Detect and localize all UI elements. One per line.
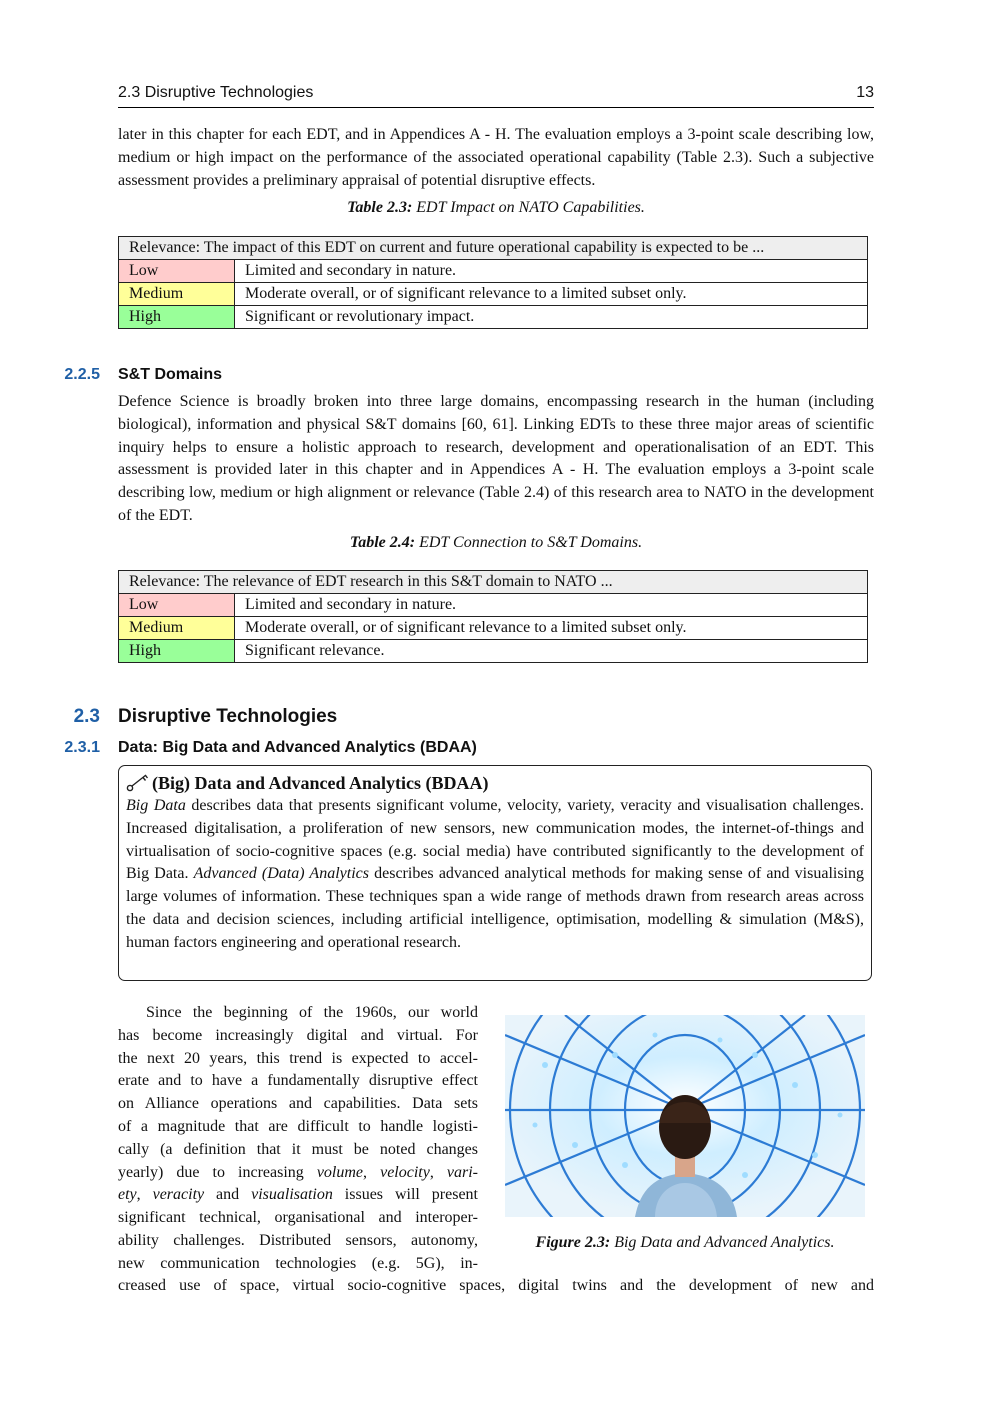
term-veracity: veracity bbox=[152, 1186, 205, 1204]
level-cell-low: Low bbox=[119, 594, 235, 617]
description-cell: Significant or revolutionary impact. bbox=[235, 306, 868, 329]
table-row bbox=[119, 260, 868, 283]
st-domains-paragraph: Defence Science is broadly broken into three large domains, encompassing research in the human (including biological), information and physical S&T domains [60, 61]. Linking EDTs to these three major areas of scientific inquiry helps to ensure a holistic approach to research, development and operationalisation of an EDT. This assessment is provided later in this chapter and in Appendices A - H. The evaluation employs a 3-point scale describing low, medium or high alignment or relevance (Table 2.4) of this research area to NATO in the development of the EDT. bbox=[118, 393, 874, 524]
body-line: on Alliance operations and capabilities. Data sets bbox=[118, 1095, 478, 1113]
body-fragment: , bbox=[136, 1186, 153, 1204]
section-title-st-domains: S&T Domains bbox=[118, 366, 223, 383]
section-number-2-3-1: 2.3.1 bbox=[64, 739, 100, 756]
definition-text-2: describes advanced analytical methods for making sense of and visualising large volumes of information. These techniques span a wide range of methods drawn from research areas across the data and decision sciences, including artificial intelligence, optimisation, modelling & simulation (M&S), human factors engineering and operational research. bbox=[126, 865, 865, 951]
body-fragment: issues will present bbox=[332, 1186, 478, 1204]
table-2-3-caption-text: EDT Impact on NATO Capabilities. bbox=[416, 199, 645, 216]
body-line: cally (a definition that it must be noted changes bbox=[118, 1140, 478, 1158]
description-cell: Limited and secondary in nature. bbox=[235, 260, 868, 283]
section-number-2-2-5: 2.2.5 bbox=[64, 366, 100, 383]
body-fragment: yearly) due to increasing bbox=[118, 1163, 304, 1181]
table-2-3 bbox=[118, 236, 868, 329]
body-line: new communication technologies (e.g. 5G), in- bbox=[118, 1254, 478, 1272]
body-line bbox=[118, 1162, 478, 1185]
section-title-disruptive-technologies: Disruptive Technologies bbox=[118, 706, 338, 727]
table-2-4-caption-label: Table 2.4: bbox=[349, 534, 416, 551]
definition-box bbox=[118, 765, 872, 981]
description-cell: Significant relevance. bbox=[235, 640, 868, 663]
definition-body bbox=[126, 795, 864, 955]
term-visualisation: visualisation bbox=[251, 1186, 333, 1204]
figure-2-3-caption-text: Big Data and Advanced Analytics. bbox=[614, 1234, 835, 1251]
intro-paragraph: later in this chapter for each EDT, and in Appendices A - H. The evaluation employs a 3-point scale describing low, medium or high impact on the performance of the associated operational capability (Table 2.3). Such a subjective assessment provides a preliminary appraisal of potential disruptive effects. bbox=[118, 126, 874, 189]
body-fragment: , bbox=[363, 1163, 381, 1181]
body-fragment: , bbox=[429, 1163, 447, 1181]
table-2-3-caption-label: Table 2.3: bbox=[347, 199, 413, 216]
term-big-data: Big Data bbox=[126, 797, 186, 814]
table-header-cell: Relevance: The relevance of EDT research in this S&T domain to NATO ... bbox=[119, 571, 868, 594]
description-cell: Limited and secondary in nature. bbox=[235, 594, 868, 617]
figure-2-3-caption-label: Figure 2.3: bbox=[535, 1234, 611, 1251]
level-cell-low: Low bbox=[119, 260, 235, 283]
section-title-bdaa: Data: Big Data and Advanced Analytics (BDAA) bbox=[118, 739, 477, 756]
term-variety-part: ety bbox=[118, 1186, 137, 1204]
level-cell-medium: Medium bbox=[119, 617, 235, 640]
term-velocity: velocity bbox=[380, 1163, 430, 1181]
definition-text-1: describes data that presents significant volume, velocity, variety, veracity and visualisation challenges. Increased digitalisation, a proliferation of new sensors, new communication modes, the internet-of-things and virtualisation of socio-cognitive spaces (e.g. social media) have contributed significantly to the development of Big Data. bbox=[126, 797, 865, 883]
definition-title-text: (Big) Data and Advanced Analytics (BDAA) bbox=[152, 773, 489, 793]
running-header-section: 2.3 Disruptive Technologies bbox=[118, 84, 314, 101]
body-line bbox=[118, 1184, 478, 1207]
body-line: has become increasingly digital and virtual. For bbox=[118, 1026, 478, 1044]
table-header-row bbox=[119, 571, 868, 594]
level-cell-high: High bbox=[119, 640, 235, 663]
table-header-cell: Relevance: The impact of this EDT on current and future operational capability is expected to be ... bbox=[119, 237, 868, 260]
body-line: of a magnitude that are difficult to handle logisti- bbox=[118, 1117, 478, 1135]
table-row bbox=[119, 640, 868, 663]
body-text-wrap bbox=[118, 1002, 478, 1276]
term-variety-part: vari- bbox=[446, 1163, 479, 1181]
table-2-3-caption bbox=[118, 199, 874, 217]
body-line: erate and to have a fundamentally disruptive effect bbox=[118, 1072, 478, 1090]
key-icon bbox=[126, 772, 150, 797]
table-row bbox=[119, 617, 868, 640]
body-line-full: creased use of space, virtual socio-cognitive spaces, digital twins and the development of new and bbox=[118, 1277, 874, 1294]
term-volume: volume bbox=[316, 1163, 364, 1181]
table-row bbox=[119, 283, 868, 306]
page-number: 13 bbox=[856, 84, 874, 101]
body-line: the next 20 years, this trend is expected to accel- bbox=[118, 1049, 478, 1067]
table-row bbox=[119, 594, 868, 617]
section-number-2-3: 2.3 bbox=[73, 706, 100, 727]
definition-title bbox=[126, 772, 489, 797]
table-2-4-caption-text: EDT Connection to S&T Domains. bbox=[419, 534, 643, 551]
running-header bbox=[118, 84, 874, 104]
table-row bbox=[119, 306, 868, 329]
table-2-4-caption bbox=[118, 534, 874, 552]
description-cell: Moderate overall, or of significant relevance to a limited subset only. bbox=[235, 283, 868, 306]
level-cell-medium: Medium bbox=[119, 283, 235, 306]
body-line: ability challenges. Distributed sensors, autonomy, bbox=[118, 1231, 478, 1249]
level-cell-high: High bbox=[119, 306, 235, 329]
table-2-4 bbox=[118, 570, 868, 663]
description-cell: Moderate overall, or of significant relevance to a limited subset only. bbox=[235, 617, 868, 640]
body-fragment: and bbox=[204, 1186, 252, 1204]
figure-big-data-image bbox=[505, 1015, 865, 1217]
body-line: Since the beginning of the 1960s, our world bbox=[146, 1004, 478, 1021]
body-line: significant technical, organisational and interoper- bbox=[118, 1209, 478, 1227]
term-advanced-analytics: Advanced (Data) Analytics bbox=[193, 865, 369, 883]
figure-2-3-caption bbox=[505, 1234, 865, 1252]
table-header-row bbox=[119, 237, 868, 260]
header-rule bbox=[118, 107, 874, 108]
